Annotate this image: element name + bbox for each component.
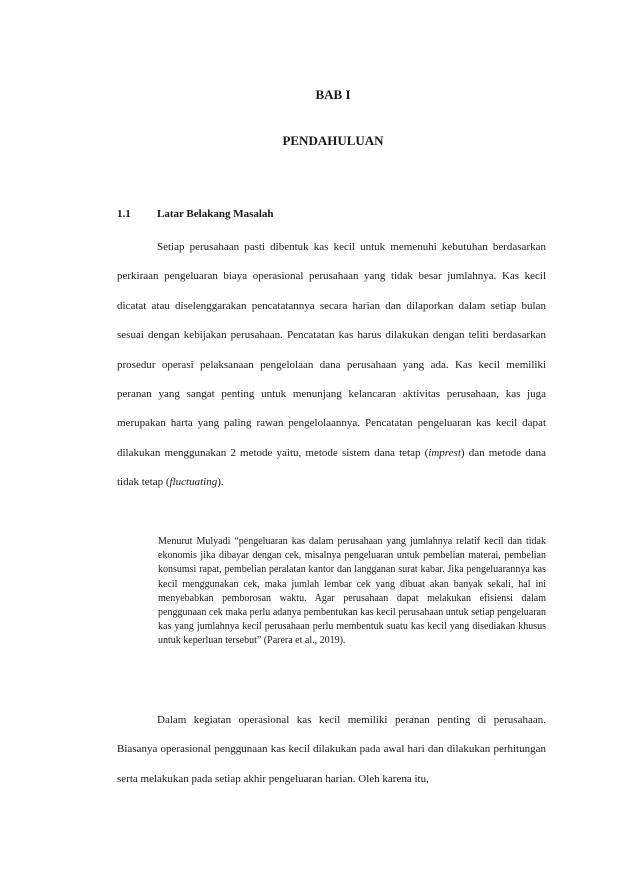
paragraph-intro-text-3: ). (217, 476, 224, 489)
paragraph-operational: Dalam kegiatan operasional kas kecil memiliki peranan penting di perusahaan. Biasanya operasional penggunaan kas kecil dilakukan pada awal hari dan dilakukan perhitungan serta melakukan pada setiap akhir pengeluaran harian. Oleh karena itu, (117, 714, 546, 785)
term-imprest: imprest (428, 446, 461, 459)
chapter-number: BAB I (315, 87, 351, 102)
paragraph-intro (117, 233, 546, 498)
chapter-title: PENDAHULUAN (282, 133, 384, 148)
section-number: 1.1 (117, 208, 131, 220)
block-quote: Menurut Mulyadi “pengeluaran kas dalam perusahaan yang jumlahnya relatif kecil dan tidak ekonomis jika dibayar dengan cek, misalnya pengeluaran untuk pembelian materai, pembelian konsumsi rapat, pembelian peralatan kantor dan langganan surat kabar. Jika pengeluarannya kas kecil menggunakan cek, maka jumlah lembar cek yang dibuat akan banyak sekali, hal ini menyebabkan pemborosan waktu. Agar perusahaan dapat melakukan efisiensi dalam penggunaan cek maka perlu adanya pembentukan kas kecil perusahaan untuk setiap pengeluaran kas yang jumlahnya kecil perusahaan perlu membentuk suatu kas kecil yang disediakan khusus untuk keperluan tersebut” (Parera et al., 2019). (158, 536, 546, 647)
term-fluctuating: fluctuating (169, 476, 218, 489)
paragraph-intro-text-2: ) dan metode dana tidak tetap ( (117, 446, 547, 489)
paragraph-intro-text-1: Setiap perusahaan pasti dibentuk kas kecil untuk memenuhi kebutuhan berdasarkan perkiraan pengeluaran biaya operasional perusahaan yang tidak besar jumlahnya. Kas kecil dicatat atau diselenggarakan pencatatannya secara harian dan dilaporkan dalam setiap bulan sesuai dengan kebijakan perusahaan. Pencatatan kas harus dilakukan dengan teliti berdasarkan prosedur operasi pelaksanaan pengelolaan dana perusahaan yang ada. Kas kecil memiliki peranan yang sangat penting untuk menunjang kelancaran aktivitas perusahaan, kas juga merupakan harta yang paling rawan pengelolaannya. Pencatatan pengeluaran kas kecil dapat dilakukan menggunakan 2 metode yaitu, metode sistem dana tetap ( (117, 241, 546, 459)
section-heading (117, 208, 274, 220)
section-title: Latar Belakang Masalah (157, 208, 274, 220)
